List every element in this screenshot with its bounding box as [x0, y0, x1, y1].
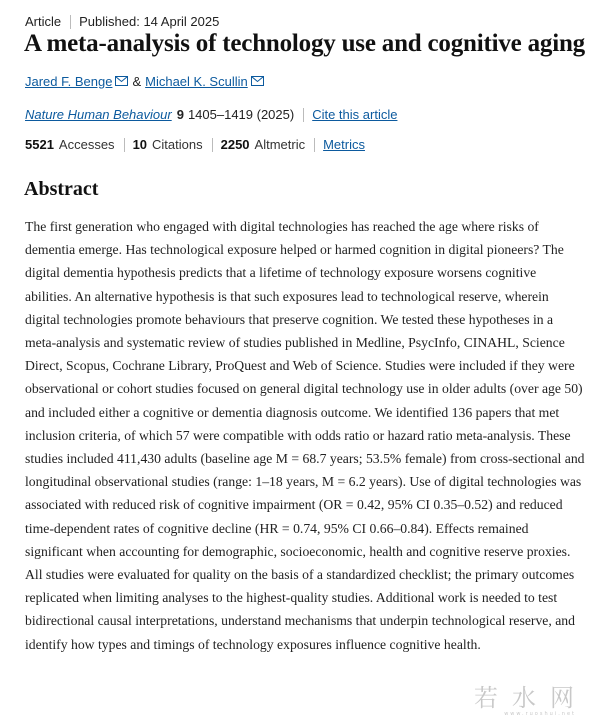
article-metrics: [25, 137, 365, 152]
cite-article-link[interactable]: Cite this article: [312, 107, 398, 122]
metrics-link[interactable]: Metrics: [323, 137, 365, 152]
metrics-divider: [212, 138, 213, 152]
article-meta: [25, 14, 219, 29]
journal-volume: 9: [176, 107, 184, 122]
accesses-count: 5521: [25, 137, 54, 152]
metrics-divider: [124, 138, 125, 152]
journal-pages-year: 1405–1419 (2025): [187, 107, 295, 122]
metrics-divider: [314, 138, 315, 152]
abstract-heading: Abstract: [24, 178, 99, 200]
author-link-scullin[interactable]: Michael K. Scullin: [145, 74, 248, 89]
citation-line: [25, 107, 397, 122]
citations-label: Citations: [152, 137, 203, 152]
accesses-label: Accesses: [58, 137, 115, 152]
citation-divider: [303, 108, 304, 122]
author-list: [25, 74, 268, 89]
altmetric-label: Altmetric: [254, 137, 306, 152]
email-icon[interactable]: [115, 74, 128, 89]
author-connector: &: [132, 74, 142, 89]
journal-link[interactable]: Nature Human Behaviour: [25, 107, 172, 122]
meta-divider: [70, 15, 71, 29]
article-type: Article: [25, 14, 62, 29]
citations-count: 10: [132, 137, 148, 152]
article-title: A meta-analysis of technology use and cognitive aging: [24, 30, 585, 57]
author-link-benge[interactable]: Jared F. Benge: [25, 74, 113, 89]
altmetric-score: 2250: [220, 137, 250, 152]
email-icon[interactable]: [251, 74, 264, 89]
watermark-text: 若水网: [474, 684, 588, 712]
abstract-text: The first generation who engaged with digital technologies has reached the age where risks of dementia emerge. Has technological exposure helped or harmed cognition in digital pioneers? The digital dementia hypothesis predicts that a lifetime of technology exposure worsens cognitive abilities. An alternative hypothesis is that such exposures lead to technological reserve, wherein digital technologies promote behaviours that preserve cognition. We tested these hypotheses in a meta-analysis and systematic review of studies published in Medline, PsycInfo, CINAHL, Science Direct, Scopus, Cochrane Library, ProQuest and Web of Science. Studies were included if they were observational or cohort studies focused on general digital technology use in older adults (over age 50) and included either a cognitive or dementia diagnosis outcome. We identified 136 papers that met inclusion criteria, of which 57 were compatible with odds ratio or hazard ratio meta-analysis. These studies included 411,430 adults (baseline age M = 68.7 years; 53.5% female) from cross-sectional and longitudinal observational studies (range: 1–18 years, M = 6.2 years). Use of digital technologies was associated with reduced risk of cognitive impairment (OR = 0.42, 95% CI 0.35–0.52) and reduced time-dependent rates of cognitive decline (HR = 0.74, 95% CI 0.66–0.84). Effects remained significant when accounting for demographic, socioeconomic, health and cognitive reserve proxies. All studies were evaluated for quality on the basis of a standardized checklist; the primary outcomes replicated when limiting analyses to the highest-quality studies. Additional work is needed to test bidirectional causal interpretations, understand mechanisms that underpin technological reserve, and identify how types and timings of technology exposures influence cognitive health.: [25, 219, 585, 652]
published-date: Published: 14 April 2025: [79, 14, 220, 29]
watermark-subtext: www.ruoshui.net: [504, 711, 576, 717]
